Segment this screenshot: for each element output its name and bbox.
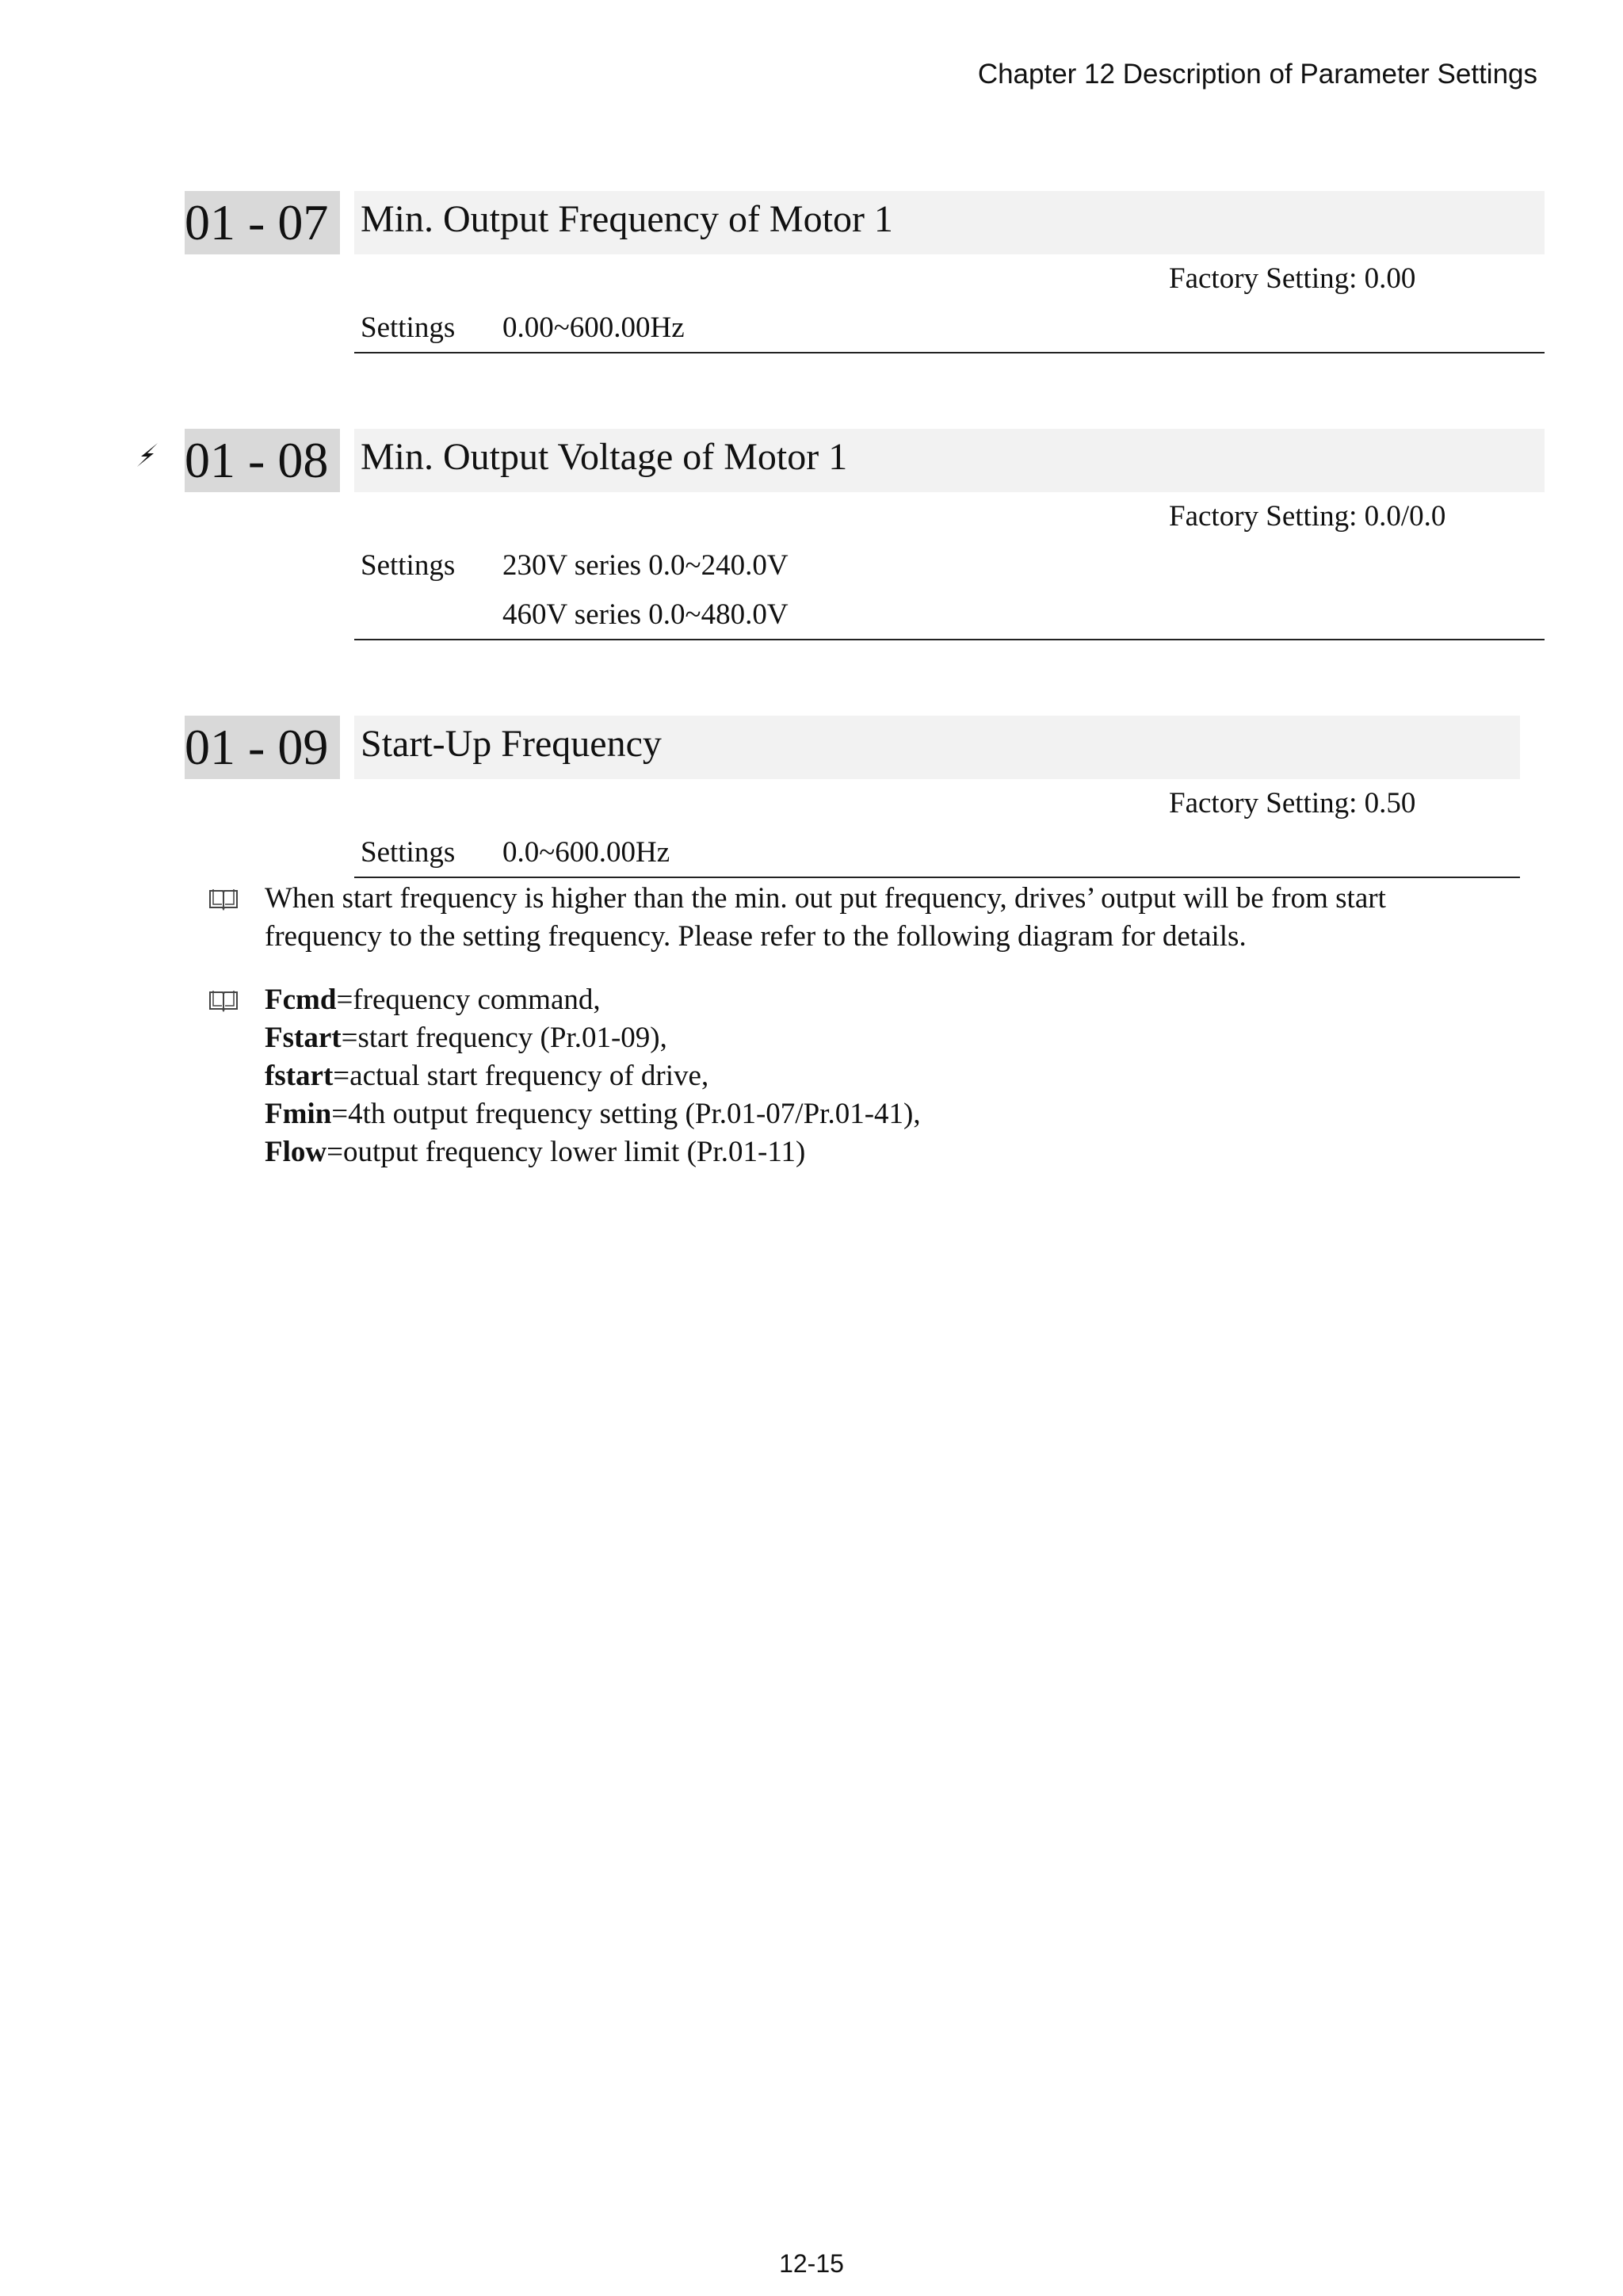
param-title-box (354, 716, 1520, 779)
note-line: When start frequency is higher than the min. out put frequency, drives’ output will be from start (265, 882, 1386, 915)
note-paragraph (265, 880, 1525, 956)
lightning-bolt-icon (133, 441, 162, 469)
factory-setting: Factory Setting: 0.00 (1169, 262, 1416, 295)
param-code-box (185, 191, 340, 254)
settings-label: Settings (361, 311, 456, 344)
param-title-box (354, 429, 1545, 492)
param-code: 01 - 09 (185, 719, 329, 775)
definition-text: =4th output frequency setting (Pr.01-07/Pr.01-41), (331, 1098, 921, 1130)
book-icon (208, 988, 239, 1012)
param-title: Min. Output Frequency of Motor 1 (361, 198, 893, 240)
definition-text: =frequency command, (336, 984, 601, 1016)
chapter-header: Chapter 12 Description of Parameter Settings (977, 59, 1537, 90)
param-code: 01 - 08 (185, 432, 329, 488)
definition-line (265, 1095, 1525, 1133)
param-title-box (354, 191, 1545, 254)
definition-term: Fcmd (265, 984, 337, 1016)
definitions-list (265, 981, 1525, 1171)
note-line: frequency to the setting frequency. Please refer to the following diagram for details. (265, 920, 1247, 953)
section-divider (354, 352, 1545, 353)
definition-term: Flow (265, 1136, 327, 1168)
definition-text: =output frequency lower limit (Pr.01-11) (327, 1136, 806, 1168)
settings-label: Settings (361, 549, 456, 582)
definition-line (265, 981, 1525, 1019)
definition-text: =start frequency (Pr.01-09), (341, 1022, 667, 1054)
settings-value: 460V series 0.0~480.0V (502, 598, 789, 631)
section-divider (354, 877, 1520, 878)
param-title: Start-Up Frequency (361, 723, 662, 765)
settings-value: 230V series 0.0~240.0V (502, 549, 789, 582)
factory-setting: Factory Setting: 0.50 (1169, 787, 1416, 819)
settings-value: 0.00~600.00Hz (502, 311, 685, 344)
param-title: Min. Output Voltage of Motor 1 (361, 436, 848, 478)
definition-text: =actual start frequency of drive, (333, 1060, 709, 1092)
definition-term: fstart (265, 1060, 334, 1092)
settings-value: 0.0~600.00Hz (502, 836, 670, 869)
page-number: 12-15 (779, 2249, 844, 2278)
param-code: 01 - 07 (185, 194, 329, 250)
book-icon (208, 887, 239, 911)
factory-setting: Factory Setting: 0.0/0.0 (1169, 500, 1446, 533)
definition-term: Fmin (265, 1098, 332, 1130)
definition-line (265, 1133, 1525, 1171)
param-code-box (185, 716, 340, 779)
settings-label: Settings (361, 836, 456, 869)
definition-term: Fstart (265, 1022, 342, 1054)
definition-line (265, 1057, 1525, 1095)
definition-line (265, 1019, 1525, 1057)
param-code-box (185, 429, 340, 492)
section-divider (354, 639, 1545, 640)
